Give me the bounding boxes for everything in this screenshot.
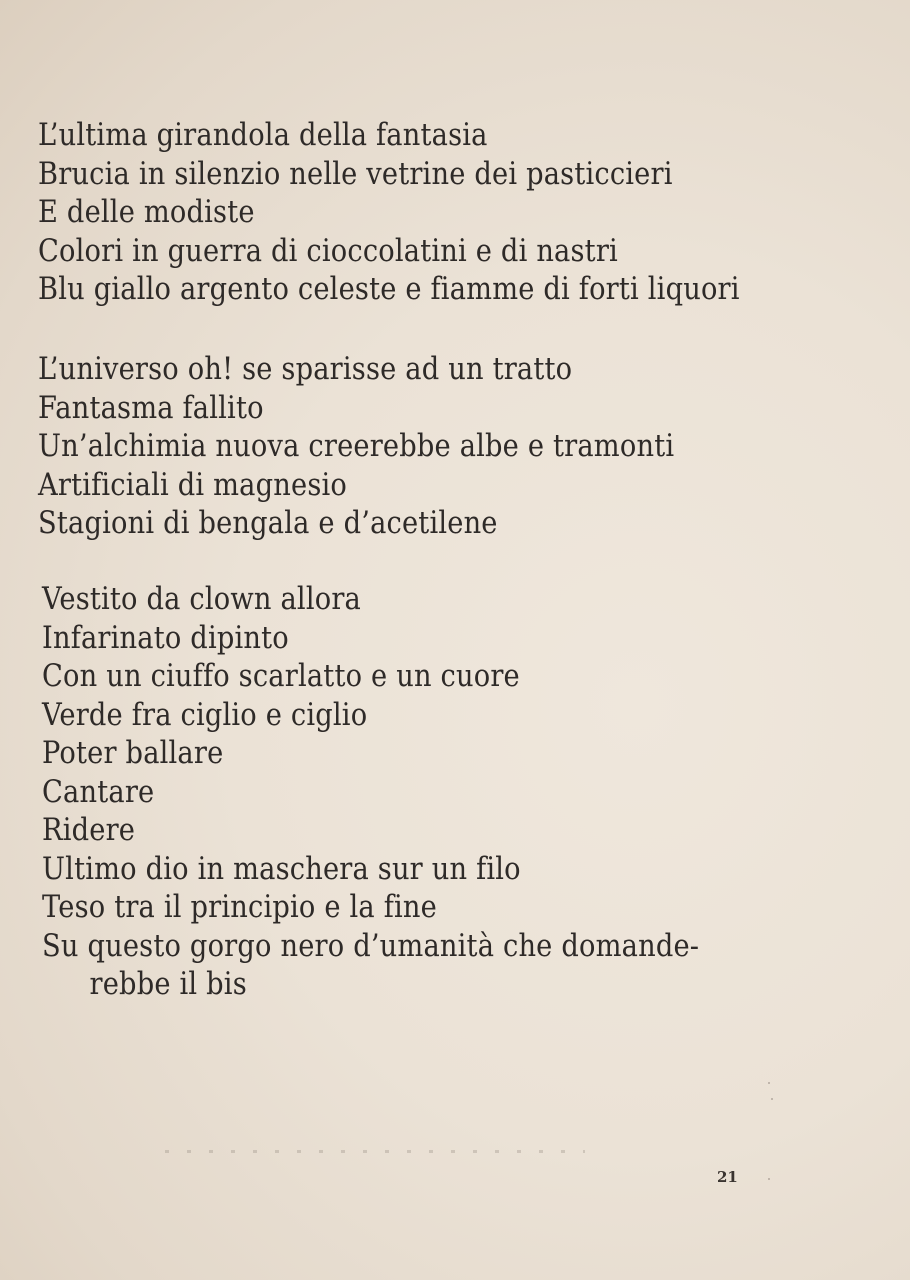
poem-line: Verde fra ciglio e ciglio [42, 696, 368, 733]
poem-line: Stagioni di bengala e d’acetilene [38, 505, 498, 541]
poem-line: L’universo oh! se sparisse ad un tratto [38, 351, 573, 387]
poem-line: Con un ciuffo scarlatto e un cuore [42, 658, 520, 694]
poem-line: L’ultima girandola della fantasia [38, 117, 488, 153]
poem-line: E delle modiste [38, 194, 255, 230]
poem-line: Infarinato dipinto [42, 619, 289, 656]
poem-line: Vestito da clown allora [42, 581, 361, 617]
print-smudge [165, 1150, 585, 1153]
stanza-2 [38, 350, 878, 543]
paper-speck [768, 1178, 770, 1180]
stanza-1 [38, 116, 878, 309]
stanza-3 [42, 580, 882, 1004]
poem-line: Cantare [42, 773, 155, 810]
poem-line: Colori in guerra di cioccolatini e di nastri [38, 232, 618, 269]
paper-speck [768, 1082, 770, 1084]
poem-line: Poter ballare [42, 735, 224, 771]
paper-speck [771, 1098, 773, 1100]
poem-line: Su questo gorgo nero d’umanità che domande- [42, 927, 700, 964]
poem-line-continuation: rebbe il bis [89, 966, 247, 1002]
poem-line: Fantasma fallito [38, 389, 264, 426]
poem-line: Teso tra il principio e la fine [42, 889, 437, 925]
poem-line: Artificiali di magnesio [38, 466, 348, 503]
poem-line: Blu giallo argento celeste e fiamme di forti liquori [38, 271, 740, 307]
poem-line: Brucia in silenzio nelle vetrine dei pasticcieri [38, 155, 673, 192]
poem-line: Ridere [42, 812, 136, 848]
page-number: 21 [717, 1168, 738, 1186]
poem-line: Ultimo dio in maschera sur un filo [42, 850, 521, 887]
poem-line: Un’alchimia nuova creerebbe albe e tramonti [38, 428, 675, 464]
